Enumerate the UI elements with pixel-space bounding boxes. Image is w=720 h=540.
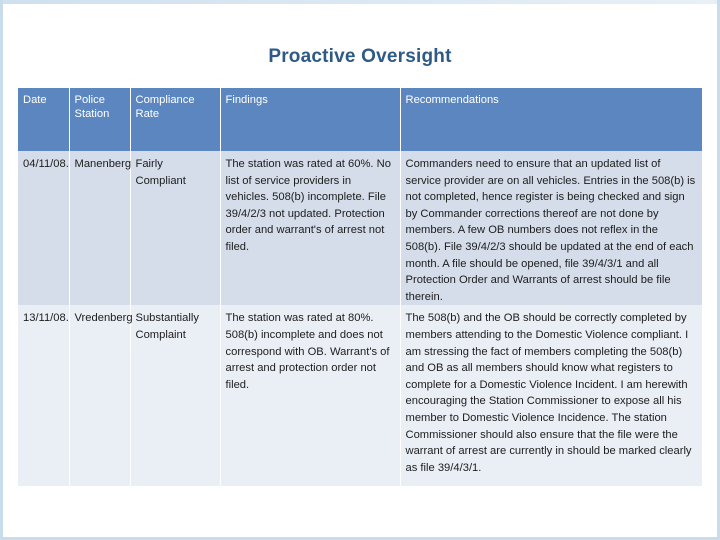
cell-compliance-rate: Substantially Complaint: [130, 305, 220, 486]
cell-date: 13/11/08.: [18, 305, 69, 486]
table-header-row: [18, 88, 702, 151]
header-recommendations: Recommendations: [400, 88, 702, 151]
cell-police-station: Manenberg: [69, 151, 130, 305]
table-row: [18, 305, 702, 486]
cell-date: 04/11/08.: [18, 151, 69, 305]
cell-recommendations: Commanders need to ensure that an updated list of service provider are on all vehicles. Entries in the 508(b) is not completed, hence register is being checked and sign by Commander corrections thereof are not done by members. A few OB numbers does not reflex in the 508(b). File 39/4/2/3 should be updated at the end of each month. A file should be opened, file 39/4/3/1 and all Protection Order and Warrants of arrest should be file therein.: [400, 151, 702, 305]
cell-recommendations: The 508(b) and the OB should be correctly completed by members attending to the Domestic Violence compliant. I am stressing the fact of members completing the 508(b) and OB as all members should know what registers to complete for a Domestic Violence Incident. I am herewith encouraging the Station Commissioner to expose all his member to Domestic Violence Incidence. The station Commissioner should also ensure that the file were the warrant of arrest are currently in should be marked clearly as file 39/4/3/1.: [400, 305, 702, 486]
table-row: [18, 151, 702, 305]
header-police-station: Police Station: [69, 88, 130, 151]
header-findings: Findings: [220, 88, 400, 151]
cell-findings: The station was rated at 60%. No list of service providers in vehicles. 508(b) incomplete. File 39/4/2/3 not updated. Protection order and warrant's of arrest not filed.: [220, 151, 400, 305]
cell-police-station: Vredenberg: [69, 305, 130, 486]
cell-compliance-rate: Fairly Compliant: [130, 151, 220, 305]
header-compliance-rate: Compliance Rate: [130, 88, 220, 151]
oversight-table: [18, 88, 703, 486]
slide-title: Proactive Oversight: [268, 46, 452, 67]
header-date: Date: [18, 88, 69, 151]
cell-findings: The station was rated at 80%. 508(b) incomplete and does not correspond with OB. Warrant's of arrest and protection order not filed.: [220, 305, 400, 486]
